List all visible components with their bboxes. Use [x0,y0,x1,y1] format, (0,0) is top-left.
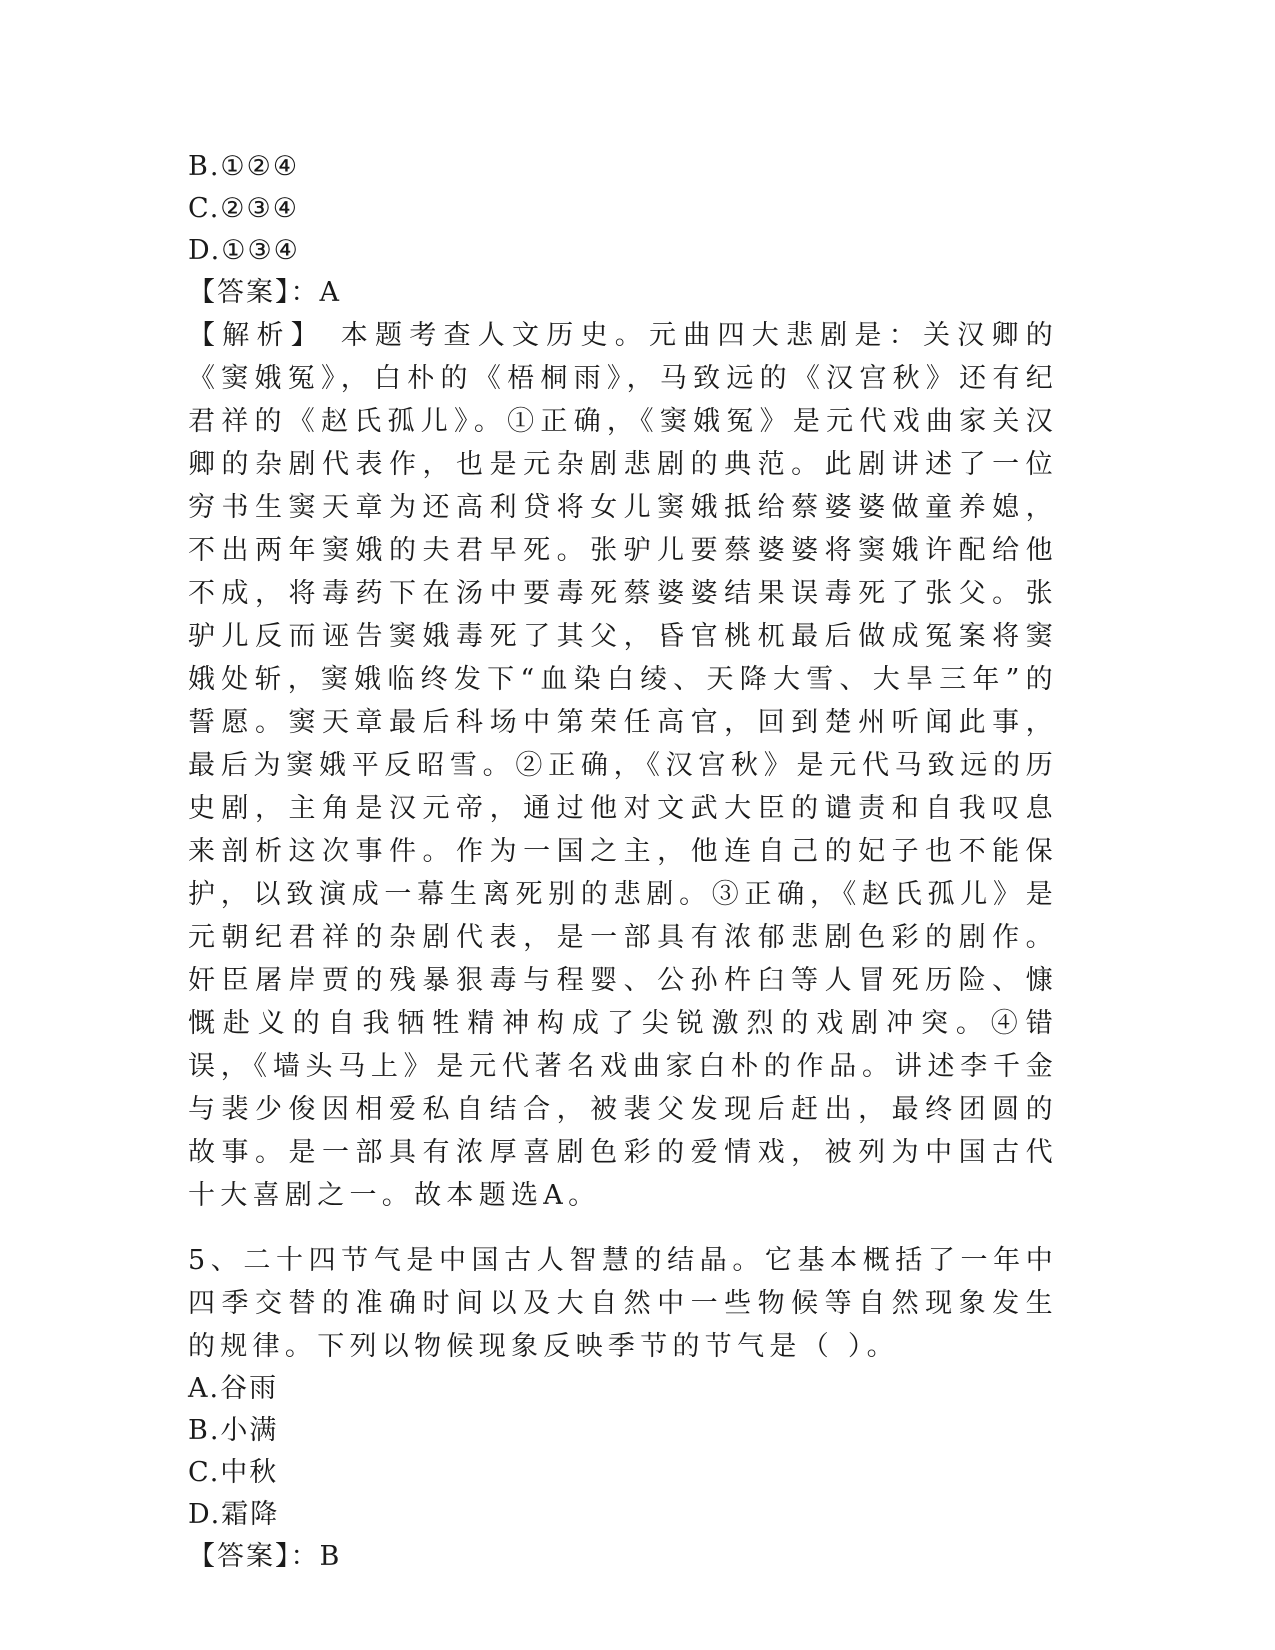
q5-option-b: B.小满 [188,1415,279,1446]
q5-answer: 【答案】：B [188,1541,342,1572]
q4-answer: 【答案】：A [188,277,341,308]
q5-option-c: C.中秋 [188,1457,279,1488]
question-spacer [188,1217,1068,1239]
q4-option-b: B.①②④ [188,151,300,182]
q4-option-c: C.②③④ [188,193,299,224]
q5-option-d: D.霜降 [188,1499,280,1530]
q5-question: 5、二十四节气是中国古人智慧的结晶。它基本概括了一年中四季交替的准确时间以及大自然中一些物候等自然现象发生的规律。下列以物候现象反映季节的节气是（ ）。 [188,1245,1058,1362]
q4-option-d: D.①③④ [188,235,300,266]
document-page [188,146,1068,1578]
q4-analysis: 【解析】 本题考查人文历史。元曲四大悲剧是：关汉卿的《窦娥冤》，白朴的《梧桐雨》，马致远的《汉宫秋》还有纪君祥的《赵氏孤儿》。①正确，《窦娥冤》是元代戏曲家关汉卿的杂剧代表作，也是元杂剧悲剧的典范。此剧讲述了一位穷书生窦天章为还高利贷将女儿窦娥抵给蔡婆婆做童养媳，不出两年窦娥的夫君早死。张驴儿要蔡婆婆将窦娥许配给他不成，将毒药下在汤中要毒死蔡婆婆结果误毒死了张父。张驴儿反而诬告窦娥毒死了其父，昏官桃杌最后做成冤案将窦娥处斩，窦娥临终发下“血染白绫、天降大雪、大旱三年”的誓愿。窦天章最后科场中第荣任高官，回到楚州听闻此事，最后为窦娥平反昭雪。②正确，《汉宫秋》是元代马致远的历史剧，主角是汉元帝，通过他对文武大臣的谴责和自我叹息来剖析这次事件。作为一国之主，他连自己的妃子也不能保护，以致演成一幕生离死别的悲剧。③正确，《赵氏孤儿》是元朝纪君祥的杂剧代表，是一部具有浓郁悲剧色彩的剧作。奸臣屠岸贾的残暴狠毒与程婴、公孙杵臼等人冒死历险、慷慨赴义的自我牺牲精神构成了尖锐激烈的戏剧冲突。④错误，《墙头马上》是元代著名戏曲家白朴的作品。讲述李千金与裴少俊因相爱私自结合，被裴父发现后赶出，最终团圆的故事。是一部具有浓厚喜剧色彩的爱情戏，被列为中国古代十大喜剧之一。故本题选A。 [188,320,1058,1211]
q5-option-a: A.谷雨 [188,1373,279,1404]
